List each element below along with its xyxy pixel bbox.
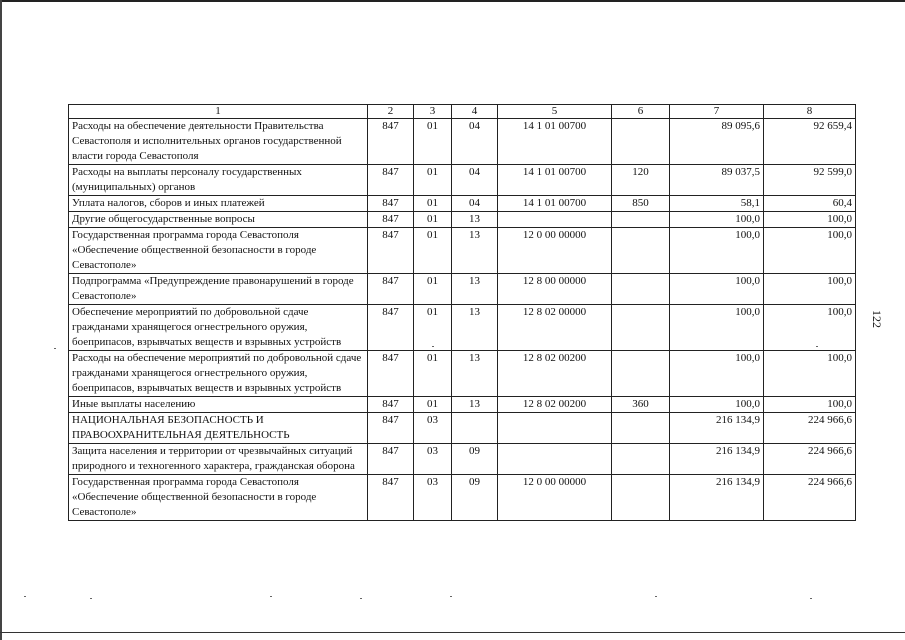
row-amount-year2: 92 659,4 bbox=[764, 119, 856, 165]
row-gov-code: 847 bbox=[368, 165, 414, 196]
column-header: 6 bbox=[612, 105, 670, 119]
row-target-article: 12 8 02 00200 bbox=[498, 351, 612, 397]
row-target-article bbox=[498, 413, 612, 444]
row-subsection bbox=[452, 413, 498, 444]
row-amount-year2: 100,0 bbox=[764, 351, 856, 397]
scan-edge-left bbox=[0, 0, 2, 640]
scan-speck bbox=[54, 348, 56, 349]
row-name: Обеспечение мероприятий по добровольной сдаче гражданами хранящегося огнестрельного оружия, боеприпасов, взрывчатых веществ и взрывных устройств bbox=[69, 305, 368, 351]
row-target-article: 12 0 00 00000 bbox=[498, 228, 612, 274]
row-target-article: 12 0 00 00000 bbox=[498, 475, 612, 521]
row-expense-type: 850 bbox=[612, 196, 670, 212]
row-subsection: 04 bbox=[452, 119, 498, 165]
row-target-article bbox=[498, 212, 612, 228]
row-expense-type bbox=[612, 228, 670, 274]
table-row bbox=[69, 444, 856, 475]
column-header: 2 bbox=[368, 105, 414, 119]
table-row bbox=[69, 119, 856, 165]
scan-speck bbox=[450, 596, 452, 597]
row-amount-year1: 216 134,9 bbox=[670, 444, 764, 475]
row-name: Расходы на выплаты персоналу государственных (муниципальных) органов bbox=[69, 165, 368, 196]
row-amount-year2: 100,0 bbox=[764, 397, 856, 413]
row-target-article: 14 1 01 00700 bbox=[498, 119, 612, 165]
scan-speck bbox=[810, 598, 812, 599]
row-section: 01 bbox=[414, 228, 452, 274]
row-name: Государственная программа города Севастополя «Обеспечение общественной безопасности в городе Севастополе» bbox=[69, 475, 368, 521]
table-row bbox=[69, 413, 856, 444]
row-section: 01 bbox=[414, 274, 452, 305]
row-amount-year2: 100,0 bbox=[764, 305, 856, 351]
row-amount-year1: 100,0 bbox=[670, 305, 764, 351]
column-header: 8 bbox=[764, 105, 856, 119]
row-subsection: 04 bbox=[452, 196, 498, 212]
column-header: 5 bbox=[498, 105, 612, 119]
row-amount-year1: 216 134,9 bbox=[670, 413, 764, 444]
scan-speck bbox=[432, 346, 434, 347]
row-subsection: 13 bbox=[452, 228, 498, 274]
table-row bbox=[69, 305, 856, 351]
row-target-article bbox=[498, 444, 612, 475]
row-gov-code: 847 bbox=[368, 274, 414, 305]
scan-speck bbox=[90, 598, 92, 599]
table-row bbox=[69, 228, 856, 274]
row-amount-year2: 100,0 bbox=[764, 274, 856, 305]
scan-speck bbox=[24, 596, 26, 597]
row-gov-code: 847 bbox=[368, 196, 414, 212]
scan-speck bbox=[360, 598, 362, 599]
row-section: 03 bbox=[414, 444, 452, 475]
row-target-article: 14 1 01 00700 bbox=[498, 196, 612, 212]
row-subsection: 13 bbox=[452, 274, 498, 305]
row-subsection: 04 bbox=[452, 165, 498, 196]
row-expense-type bbox=[612, 212, 670, 228]
row-gov-code: 847 bbox=[368, 119, 414, 165]
row-gov-code: 847 bbox=[368, 351, 414, 397]
scan-speck bbox=[270, 596, 272, 597]
row-expense-type: 360 bbox=[612, 397, 670, 413]
row-amount-year2: 60,4 bbox=[764, 196, 856, 212]
row-section: 01 bbox=[414, 196, 452, 212]
table-row bbox=[69, 165, 856, 196]
column-header: 7 bbox=[670, 105, 764, 119]
row-section: 01 bbox=[414, 397, 452, 413]
row-section: 01 bbox=[414, 351, 452, 397]
row-subsection: 13 bbox=[452, 397, 498, 413]
row-target-article: 14 1 01 00700 bbox=[498, 165, 612, 196]
row-target-article: 12 8 02 00200 bbox=[498, 397, 612, 413]
row-name: Иные выплаты населению bbox=[69, 397, 368, 413]
row-name: Государственная программа города Севастополя «Обеспечение общественной безопасности в городе Севастополе» bbox=[69, 228, 368, 274]
budget-table bbox=[68, 104, 856, 521]
row-name: Защита населения и территории от чрезвычайных ситуаций природного и техногенного характера, гражданская оборона bbox=[69, 444, 368, 475]
row-amount-year1: 100,0 bbox=[670, 212, 764, 228]
row-amount-year2: 92 599,0 bbox=[764, 165, 856, 196]
row-amount-year2: 100,0 bbox=[764, 228, 856, 274]
page-number: 122 bbox=[870, 310, 884, 328]
row-amount-year2: 100,0 bbox=[764, 212, 856, 228]
row-gov-code: 847 bbox=[368, 305, 414, 351]
row-name: Другие общегосударственные вопросы bbox=[69, 212, 368, 228]
column-header: 4 bbox=[452, 105, 498, 119]
row-amount-year1: 100,0 bbox=[670, 397, 764, 413]
scan-edge-top bbox=[0, 0, 905, 2]
row-gov-code: 847 bbox=[368, 228, 414, 274]
row-expense-type: 120 bbox=[612, 165, 670, 196]
row-gov-code: 847 bbox=[368, 475, 414, 521]
row-name: Расходы на обеспечение мероприятий по добровольной сдаче гражданами хранящегося огнестрельного оружия, боеприпасов, взрывчатых веществ и взрывных устройств bbox=[69, 351, 368, 397]
column-header: 3 bbox=[414, 105, 452, 119]
row-section: 03 bbox=[414, 413, 452, 444]
row-amount-year1: 216 134,9 bbox=[670, 475, 764, 521]
row-subsection: 09 bbox=[452, 475, 498, 521]
row-expense-type bbox=[612, 305, 670, 351]
row-amount-year2: 224 966,6 bbox=[764, 444, 856, 475]
row-section: 01 bbox=[414, 305, 452, 351]
scan-speck bbox=[655, 596, 657, 597]
row-subsection: 09 bbox=[452, 444, 498, 475]
row-gov-code: 847 bbox=[368, 212, 414, 228]
row-gov-code: 847 bbox=[368, 413, 414, 444]
table-row bbox=[69, 274, 856, 305]
row-amount-year1: 89 037,5 bbox=[670, 165, 764, 196]
row-gov-code: 847 bbox=[368, 397, 414, 413]
row-amount-year1: 89 095,6 bbox=[670, 119, 764, 165]
row-amount-year1: 58,1 bbox=[670, 196, 764, 212]
row-target-article: 12 8 02 00000 bbox=[498, 305, 612, 351]
row-name: Расходы на обеспечение деятельности Правительства Севастополя и исполнительных органов государственной власти города Севастополя bbox=[69, 119, 368, 165]
row-amount-year1: 100,0 bbox=[670, 351, 764, 397]
row-expense-type bbox=[612, 274, 670, 305]
row-section: 03 bbox=[414, 475, 452, 521]
row-expense-type bbox=[612, 475, 670, 521]
row-expense-type bbox=[612, 119, 670, 165]
row-expense-type bbox=[612, 351, 670, 397]
row-subsection: 13 bbox=[452, 351, 498, 397]
row-subsection: 13 bbox=[452, 212, 498, 228]
scan-edge-bottom bbox=[0, 632, 905, 633]
row-gov-code: 847 bbox=[368, 444, 414, 475]
row-target-article: 12 8 00 00000 bbox=[498, 274, 612, 305]
header-row bbox=[69, 105, 856, 119]
row-amount-year2: 224 966,6 bbox=[764, 475, 856, 521]
row-subsection: 13 bbox=[452, 305, 498, 351]
row-amount-year1: 100,0 bbox=[670, 274, 764, 305]
table-row bbox=[69, 397, 856, 413]
row-name: Уплата налогов, сборов и иных платежей bbox=[69, 196, 368, 212]
row-section: 01 bbox=[414, 212, 452, 228]
table-row bbox=[69, 196, 856, 212]
column-header: 1 bbox=[69, 105, 368, 119]
row-section: 01 bbox=[414, 119, 452, 165]
row-amount-year2: 224 966,6 bbox=[764, 413, 856, 444]
row-expense-type bbox=[612, 444, 670, 475]
table-row bbox=[69, 475, 856, 521]
row-name: Подпрограмма «Предупреждение правонарушений в городе Севастополе» bbox=[69, 274, 368, 305]
row-section: 01 bbox=[414, 165, 452, 196]
table-body bbox=[69, 105, 856, 521]
row-expense-type bbox=[612, 413, 670, 444]
table-row bbox=[69, 351, 856, 397]
table-row bbox=[69, 212, 856, 228]
scan-speck bbox=[816, 346, 818, 347]
row-amount-year1: 100,0 bbox=[670, 228, 764, 274]
row-name: НАЦИОНАЛЬНАЯ БЕЗОПАСНОСТЬ И ПРАВООХРАНИТЕЛЬНАЯ ДЕЯТЕЛЬНОСТЬ bbox=[69, 413, 368, 444]
